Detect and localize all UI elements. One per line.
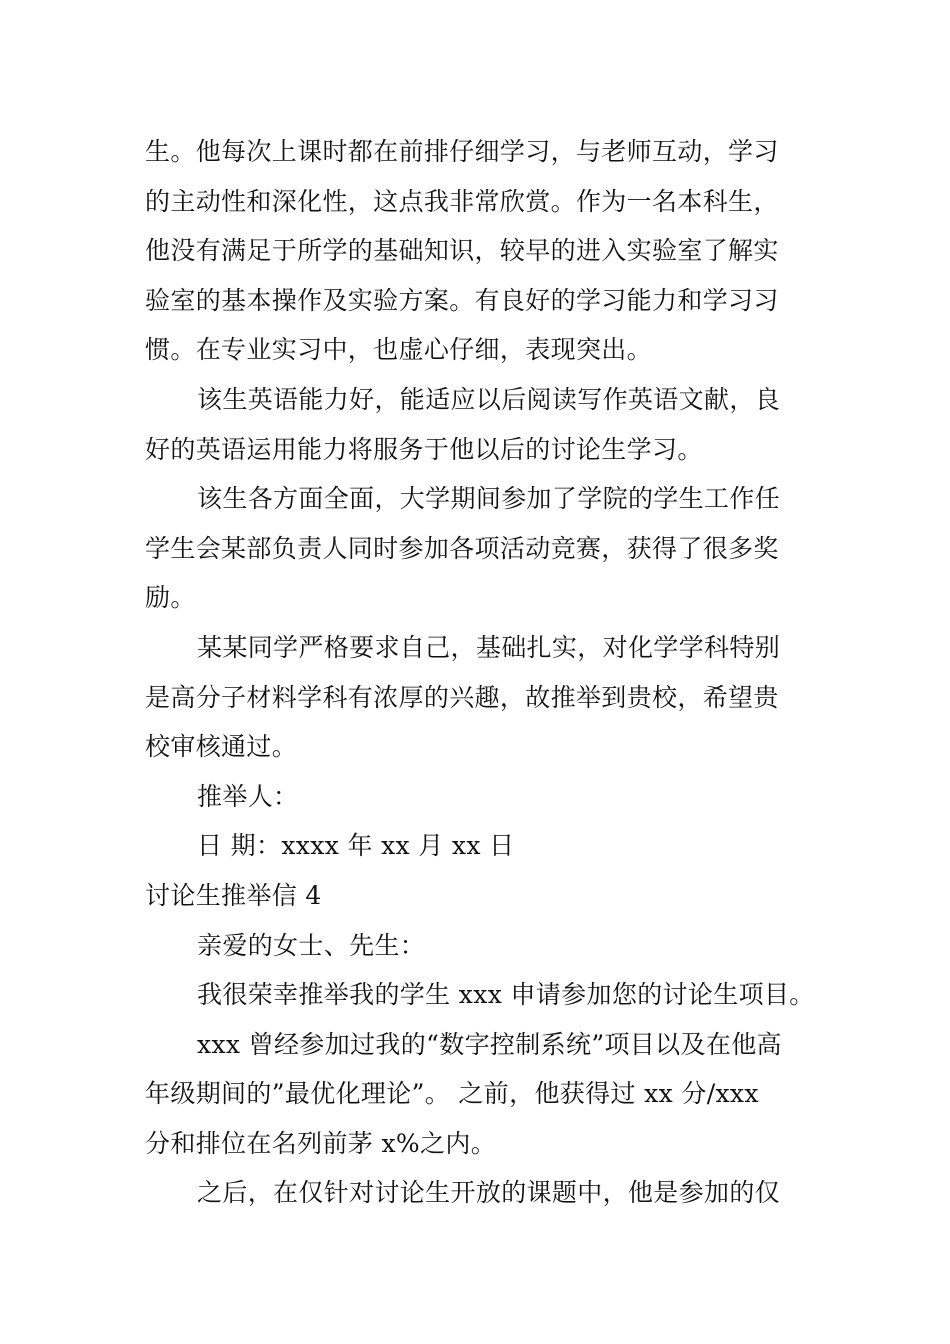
paragraph-line: 年级期间的”最优化理论”。 之前，他获得过 xx 分/xxx [145, 1079, 759, 1109]
paragraph-line: xxx 曾经参加过我的“数字控制系统”项目以及在他高 [197, 1029, 782, 1059]
paragraph-line: 校审核通过。 [145, 732, 298, 762]
salutation: 亲爱的女士、先生： [197, 930, 426, 960]
paragraph-line: 某某同学严格要求自己，基础扎实，对化学学科特别 [197, 632, 781, 662]
paragraph-line: 之后，在仅针对讨论生开放的课题中，他是参加的仅 [197, 1178, 781, 1208]
paragraph-line: 分和排位在名列前茅 x%之内。 [145, 1128, 497, 1158]
paragraph-line: 学生会某部负责人同时参加各项活动竞赛，获得了很多奖 [145, 533, 779, 563]
paragraph-line: 惯。在专业实习中，也虚心仔细，表现突出。 [145, 335, 653, 365]
paragraph-line: 励。 [145, 583, 196, 613]
paragraph-line: 他没有满足于所学的基础知识，较早的进入实验室了解实 [145, 236, 779, 266]
paragraph-line: 的主动性和深化性，这点我非常欣赏。作为一名本科生， [145, 186, 779, 216]
paragraph-line: 该生各方面全面，大学期间参加了学院的学生工作任 [197, 484, 781, 514]
paragraph-line: 好的英语运用能力将服务于他以后的讨论生学习。 [145, 434, 703, 464]
recommender-label: 推举人： [197, 781, 299, 811]
paragraph-line: 验室的基本操作及实验方案。有良好的学习能力和学习习 [145, 285, 779, 315]
paragraph-line: 该生英语能力好，能适应以后阅读写作英语文献，良 [197, 384, 781, 414]
paragraph-line: 是高分子材料学科有浓厚的兴趣，故推举到贵校，希望贵 [145, 682, 779, 712]
date-line: 日 期：xxxx 年 xx 月 xx 日 [197, 831, 515, 861]
section-title: 讨论生推举信 4 [145, 880, 322, 910]
paragraph-line: 我很荣幸推举我的学生 xxx 申请参加您的讨论生项目。 [197, 980, 815, 1010]
paragraph-line: 生。他每次上课时都在前排仔细学习，与老师互动，学习 [145, 137, 779, 166]
document-body [145, 127, 815, 1218]
